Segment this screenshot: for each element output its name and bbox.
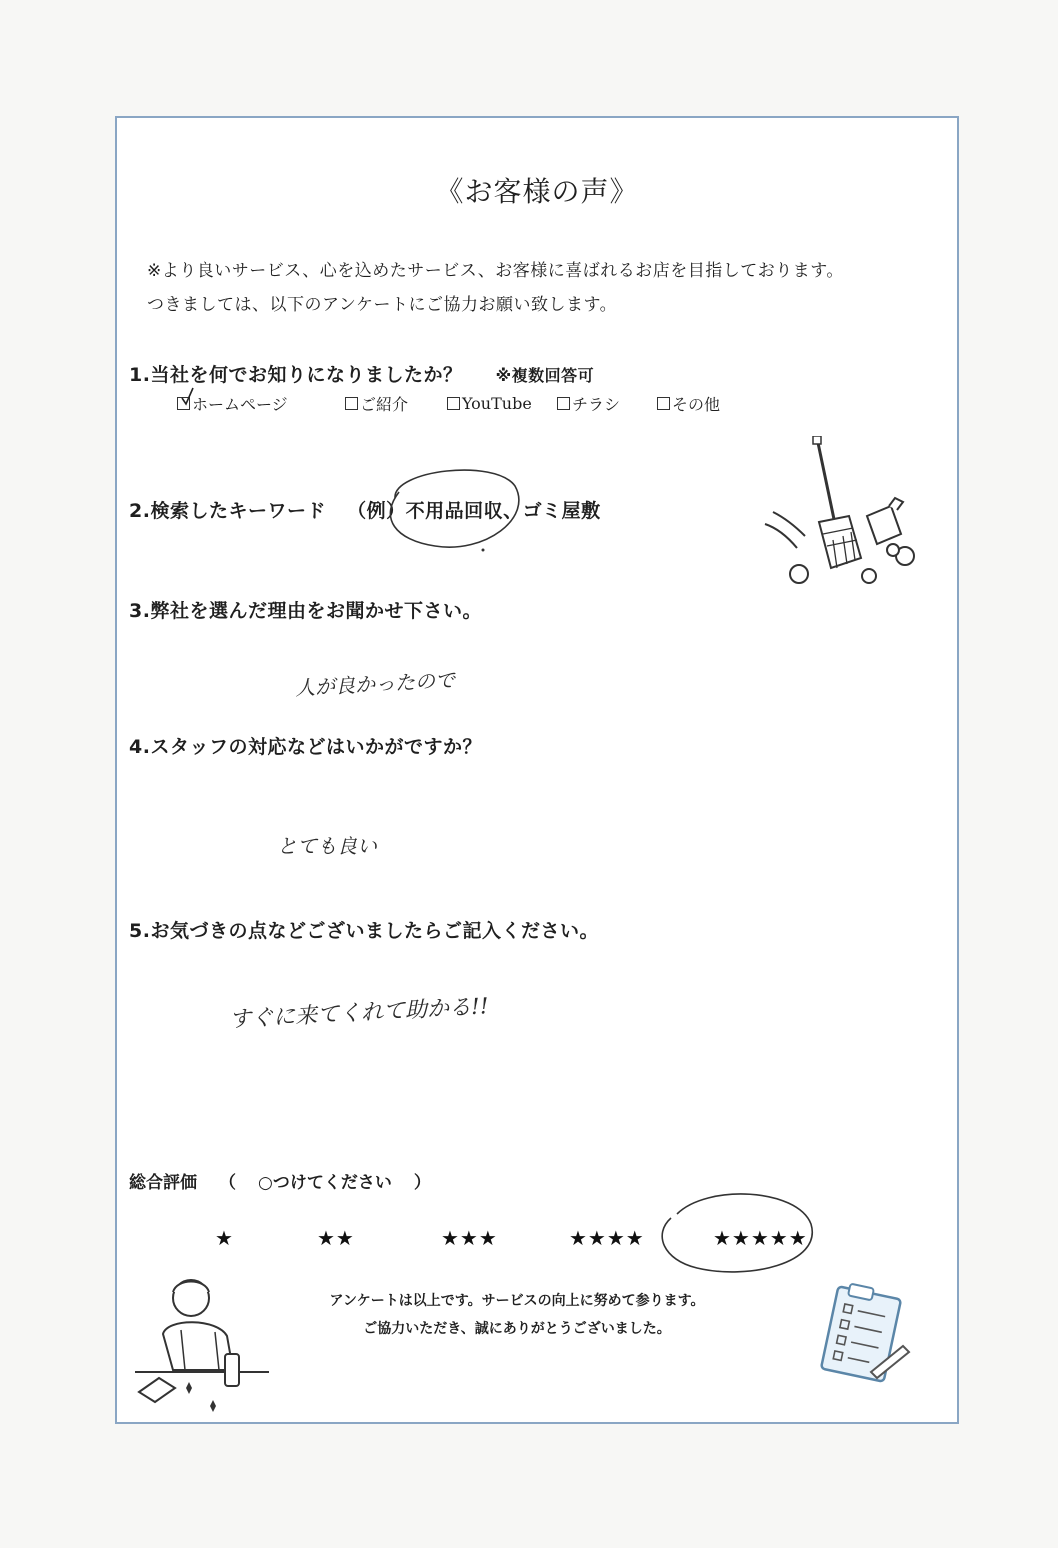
rating-option-2[interactable]: ★★ [317,1226,355,1250]
intro-line-1: ※より良いサービス、心を込めたサービス、お客様に喜ばれるお店を目指しております。 [147,261,844,281]
closing-line-1: アンケートは以上です。サービスの向上に努めて参ります。 [329,1293,705,1309]
question-1-options [177,392,720,415]
rating-option-3[interactable]: ★★★ [441,1226,498,1250]
rating-label: 総合評価 [129,1173,197,1193]
checkbox-flyer[interactable] [557,397,570,410]
question-1 [129,360,594,387]
question-4-label: 4.スタッフの対応などはいかがですか？ [129,736,482,758]
rating-paren-close: ） [413,1173,431,1193]
dustpan-icon [861,496,911,552]
question-2-label: 2.検索したキーワード [129,500,326,522]
option-other[interactable]: その他 [657,392,720,415]
hand-drawn-circle-rating [647,1184,827,1284]
rating-instruction: ○つけてください [258,1173,392,1193]
checkbox-homepage[interactable] [177,397,190,410]
check-mark-icon [180,386,196,408]
option-homepage[interactable]: ホームページ [177,392,345,415]
cleaner-person-icon [133,1274,273,1414]
checkbox-youtube[interactable] [447,397,460,410]
question-5-label: 5.お気づきの点などございましたらご記入ください。 [129,920,599,942]
question-5-answer: すぐに来てくれて助かる!! [228,994,490,1033]
rating-option-5[interactable]: ★★★★★ [713,1226,808,1250]
question-2-example-prefix: （例） [347,500,406,522]
question-3-answer: 人が良かったので [294,667,456,701]
option-flyer[interactable]: チラシ [557,392,657,415]
clipboard-icon [815,1278,915,1388]
rating-option-4[interactable]: ★★★★ [569,1226,645,1250]
question-1-note: ※複数回答可 [495,366,595,385]
hand-drawn-circle-keyword [375,458,535,558]
question-2-example-circled: 不用品回収 [405,500,504,522]
rating-paren-open: （ [219,1173,236,1193]
option-referral[interactable]: ご紹介 [345,392,447,415]
question-4-answer: とても良い [277,834,377,858]
rating-option-1[interactable]: ★ [215,1226,234,1250]
question-3-label: 3.弊社を選んだ理由をお聞かせ下さい。 [129,600,482,622]
option-youtube[interactable]: YouTube [447,392,557,415]
question-1-label: 1.当社を何でお知りになりましたか？ [129,364,463,386]
closing-line-2: ご協力いただき、誠にありがとうございました。 [363,1321,671,1337]
page-title: 《お客様の声》 [435,175,639,208]
checkbox-other[interactable] [657,397,670,410]
question-2-example-rest: 、ゴミ屋敷 [503,500,601,522]
survey-sheet [115,116,959,1424]
checkbox-referral[interactable] [345,397,358,410]
intro-line-2: つきましては、以下のアンケートにご協力お願い致します。 [147,295,618,315]
overall-rating [129,1168,431,1193]
